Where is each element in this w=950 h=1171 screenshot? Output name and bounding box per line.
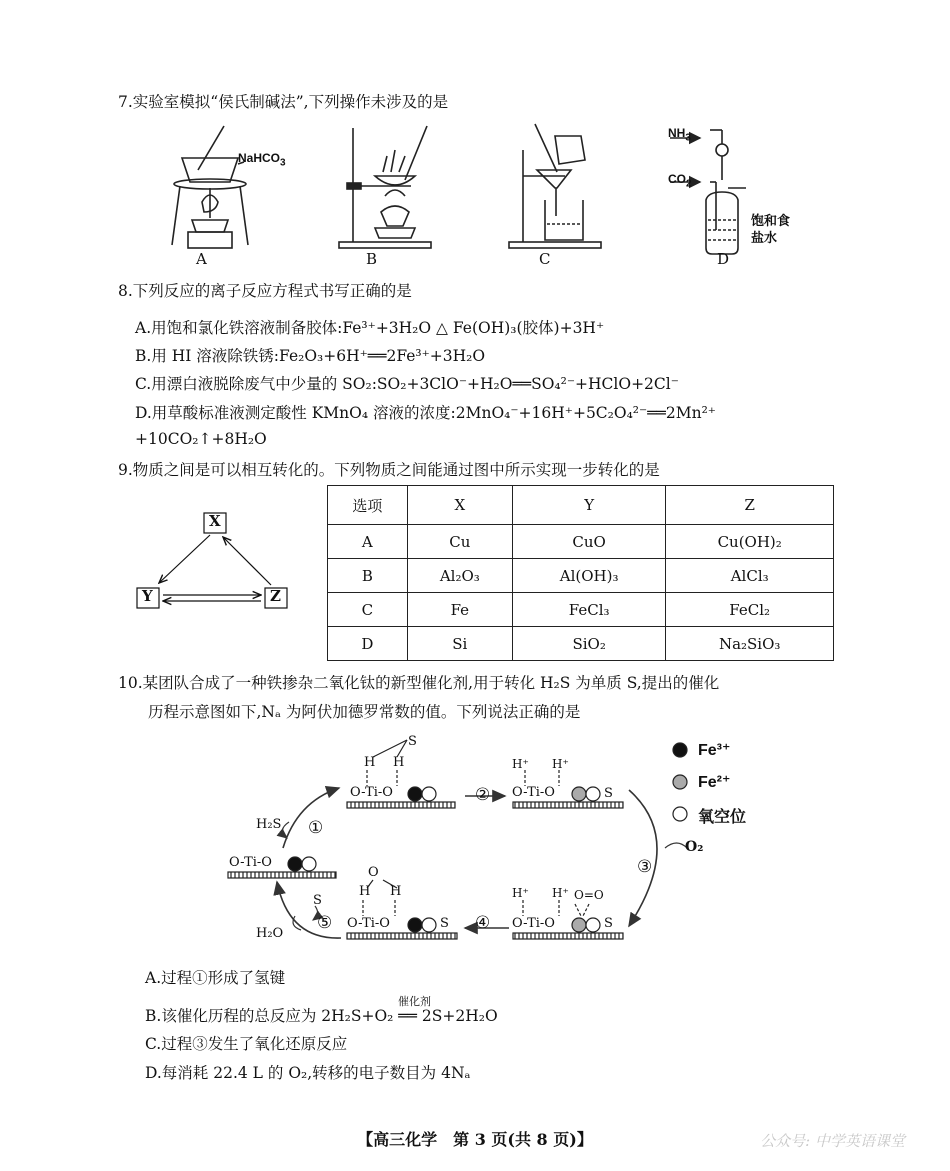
unit-3: O-Ti-O bbox=[512, 916, 555, 931]
table-cell: Cu bbox=[407, 525, 512, 559]
legend-fe2-dot bbox=[673, 775, 687, 789]
table-cell: FeCl₂ bbox=[666, 593, 834, 627]
q10-stem-line1: 10.某团队合成了一种铁掺杂二氧化钛的新型催化剂,用于转化 H₂S 为单质 S,提出的催化 bbox=[118, 674, 720, 692]
apparatus-b bbox=[339, 126, 431, 248]
q9-options-table bbox=[327, 485, 834, 661]
s-label: S bbox=[440, 916, 449, 931]
table-cell: SiO₂ bbox=[512, 627, 665, 661]
table-row bbox=[328, 593, 834, 627]
catalyst-surface-1 bbox=[347, 802, 455, 808]
table-cell: Al(OH)₃ bbox=[512, 559, 665, 593]
node-z: Z bbox=[270, 587, 281, 605]
caption-d: D bbox=[717, 250, 730, 268]
step-4: ④ bbox=[475, 913, 491, 933]
apparatus-d bbox=[670, 130, 746, 254]
oo-label: O=O bbox=[574, 888, 604, 902]
hplus-label: H⁺ bbox=[552, 886, 569, 900]
q10-stem-line2: 历程示意图如下,Nₐ 为阿伏加德罗常数的值。下列说法正确的是 bbox=[148, 703, 581, 721]
q8-option-b: B.用 HI 溶液除铁锈:Fe₂O₃+6H⁺══2Fe³⁺+3H₂O bbox=[135, 347, 486, 365]
q10-option-b-condition: 催化剂 bbox=[398, 995, 431, 1008]
q8-option-a: A.用饱和氯化铁溶液制备胶体:Fe³⁺+3H₂O △ Fe(OH)₃(胶体)+3H⁺ bbox=[135, 319, 605, 337]
label-co2: $CO_2$ bbox=[668, 172, 692, 190]
label-nahco3: NaHCO$_3$ bbox=[238, 151, 286, 169]
table-header: X bbox=[407, 486, 512, 525]
table-cell: CuO bbox=[512, 525, 665, 559]
table-cell: C bbox=[328, 593, 408, 627]
caption-b: B bbox=[366, 250, 378, 268]
caption-c: C bbox=[539, 250, 551, 268]
table-cell: FeCl₃ bbox=[512, 593, 665, 627]
table-header: Z bbox=[666, 486, 834, 525]
q10-option-c: C.过程③发生了氧化还原反应 bbox=[145, 1035, 348, 1053]
table-header: 选项 bbox=[328, 486, 408, 525]
q9-stem: 9.物质之间是可以相互转化的。下列物质之间能通过图中所示实现一步转化的是 bbox=[118, 461, 660, 479]
unit-2: O-Ti-O bbox=[512, 785, 555, 800]
node-y: Y bbox=[142, 587, 153, 605]
table-cell: AlCl₃ bbox=[666, 559, 834, 593]
legend-fe3: Fe³⁺ bbox=[698, 742, 731, 759]
o2-label: O₂ bbox=[685, 839, 704, 855]
legend-fe2: Fe²⁺ bbox=[698, 774, 731, 791]
table-cell: Na₂SiO₃ bbox=[666, 627, 834, 661]
table-cell: Fe bbox=[407, 593, 512, 627]
hplus-label: H⁺ bbox=[552, 757, 569, 771]
table-header-row bbox=[328, 486, 834, 525]
hplus-label: H⁺ bbox=[512, 886, 529, 900]
watermark: 公众号: 中学英语课堂 bbox=[760, 1132, 905, 1150]
arrow-x-to-y bbox=[159, 535, 210, 583]
table-cell: D bbox=[328, 627, 408, 661]
q7-stem: 7.实验室模拟“侯氏制碱法”,下列操作未涉及的是 bbox=[118, 93, 449, 111]
h-label: H bbox=[364, 755, 376, 770]
step-5: ⑤ bbox=[317, 913, 333, 933]
step-3: ③ bbox=[637, 857, 653, 877]
s-label: S bbox=[408, 734, 417, 749]
unit-1: O-Ti-O bbox=[350, 785, 393, 800]
table-row bbox=[328, 525, 834, 559]
step-2: ② bbox=[475, 785, 491, 805]
table-cell: Si bbox=[407, 627, 512, 661]
catalyst-surface-3 bbox=[513, 933, 623, 939]
page-footer: 【高三化学 第 3 页(共 8 页)】 bbox=[357, 1130, 593, 1149]
h-label: H bbox=[393, 755, 405, 770]
hplus-label: H⁺ bbox=[512, 757, 529, 771]
apparatus-a bbox=[172, 126, 248, 248]
label-nh3: $NH_3$ bbox=[668, 126, 691, 144]
step-1: ① bbox=[308, 818, 324, 838]
catalyst-surface-0 bbox=[228, 872, 336, 878]
table-cell: Al₂O₃ bbox=[407, 559, 512, 593]
unit-4: O-Ti-O bbox=[347, 916, 390, 931]
q10-option-d: D.每消耗 22.4 L 的 O₂,转移的电子数目为 4Nₐ bbox=[145, 1064, 471, 1082]
q10-option-b: B.该催化历程的总反应为 2H₂S+O₂ ══ 2S+2H₂O bbox=[145, 1007, 498, 1025]
h-label: H bbox=[359, 884, 371, 899]
table-cell: Cu(OH)₂ bbox=[666, 525, 834, 559]
q8-option-c: C.用漂白液脱除废气中少量的 SO₂:SO₂+3ClO⁻+H₂O══SO₄²⁻+HClO+2Cl⁻ bbox=[135, 375, 679, 393]
s-label: S bbox=[604, 916, 613, 931]
apparatus-c bbox=[509, 124, 601, 248]
h2s-label: H₂S bbox=[256, 817, 282, 832]
h-label: H bbox=[390, 884, 402, 899]
table-row bbox=[328, 559, 834, 593]
legend-fe3-dot bbox=[673, 743, 687, 757]
q8-option-d-line1: D.用草酸标准液测定酸性 KMnO₄ 溶液的浓度:2MnO₄⁻+16H⁺+5C₂O₄²⁻══2Mn²⁺ bbox=[135, 404, 716, 422]
arrow-z-to-x bbox=[223, 537, 271, 585]
legend-vacancy-dot bbox=[673, 807, 687, 821]
table-header: Y bbox=[512, 486, 665, 525]
unit-0: O-Ti-O bbox=[229, 855, 272, 870]
label-brine-2: 盐水 bbox=[751, 230, 778, 245]
s-label: S bbox=[604, 786, 613, 801]
catalyst-surface-2 bbox=[513, 802, 623, 808]
node-x: X bbox=[209, 512, 221, 530]
q10-option-a: A.过程①形成了氢键 bbox=[145, 969, 286, 987]
h2o-label: H₂O bbox=[256, 926, 284, 941]
q8-option-d-line2: +10CO₂↑+8H₂O bbox=[135, 430, 267, 448]
catalyst-surface-4 bbox=[347, 933, 457, 939]
table-cell: B bbox=[328, 559, 408, 593]
o-label: O bbox=[368, 865, 379, 880]
label-brine-1: 饱和食 bbox=[751, 213, 791, 228]
table-row bbox=[328, 627, 834, 661]
caption-a: A bbox=[196, 250, 207, 268]
s-label: S bbox=[313, 893, 322, 908]
q8-stem: 8.下列反应的离子反应方程式书写正确的是 bbox=[118, 282, 412, 300]
table-cell: A bbox=[328, 525, 408, 559]
legend-vacancy: 氧空位 bbox=[698, 809, 747, 826]
